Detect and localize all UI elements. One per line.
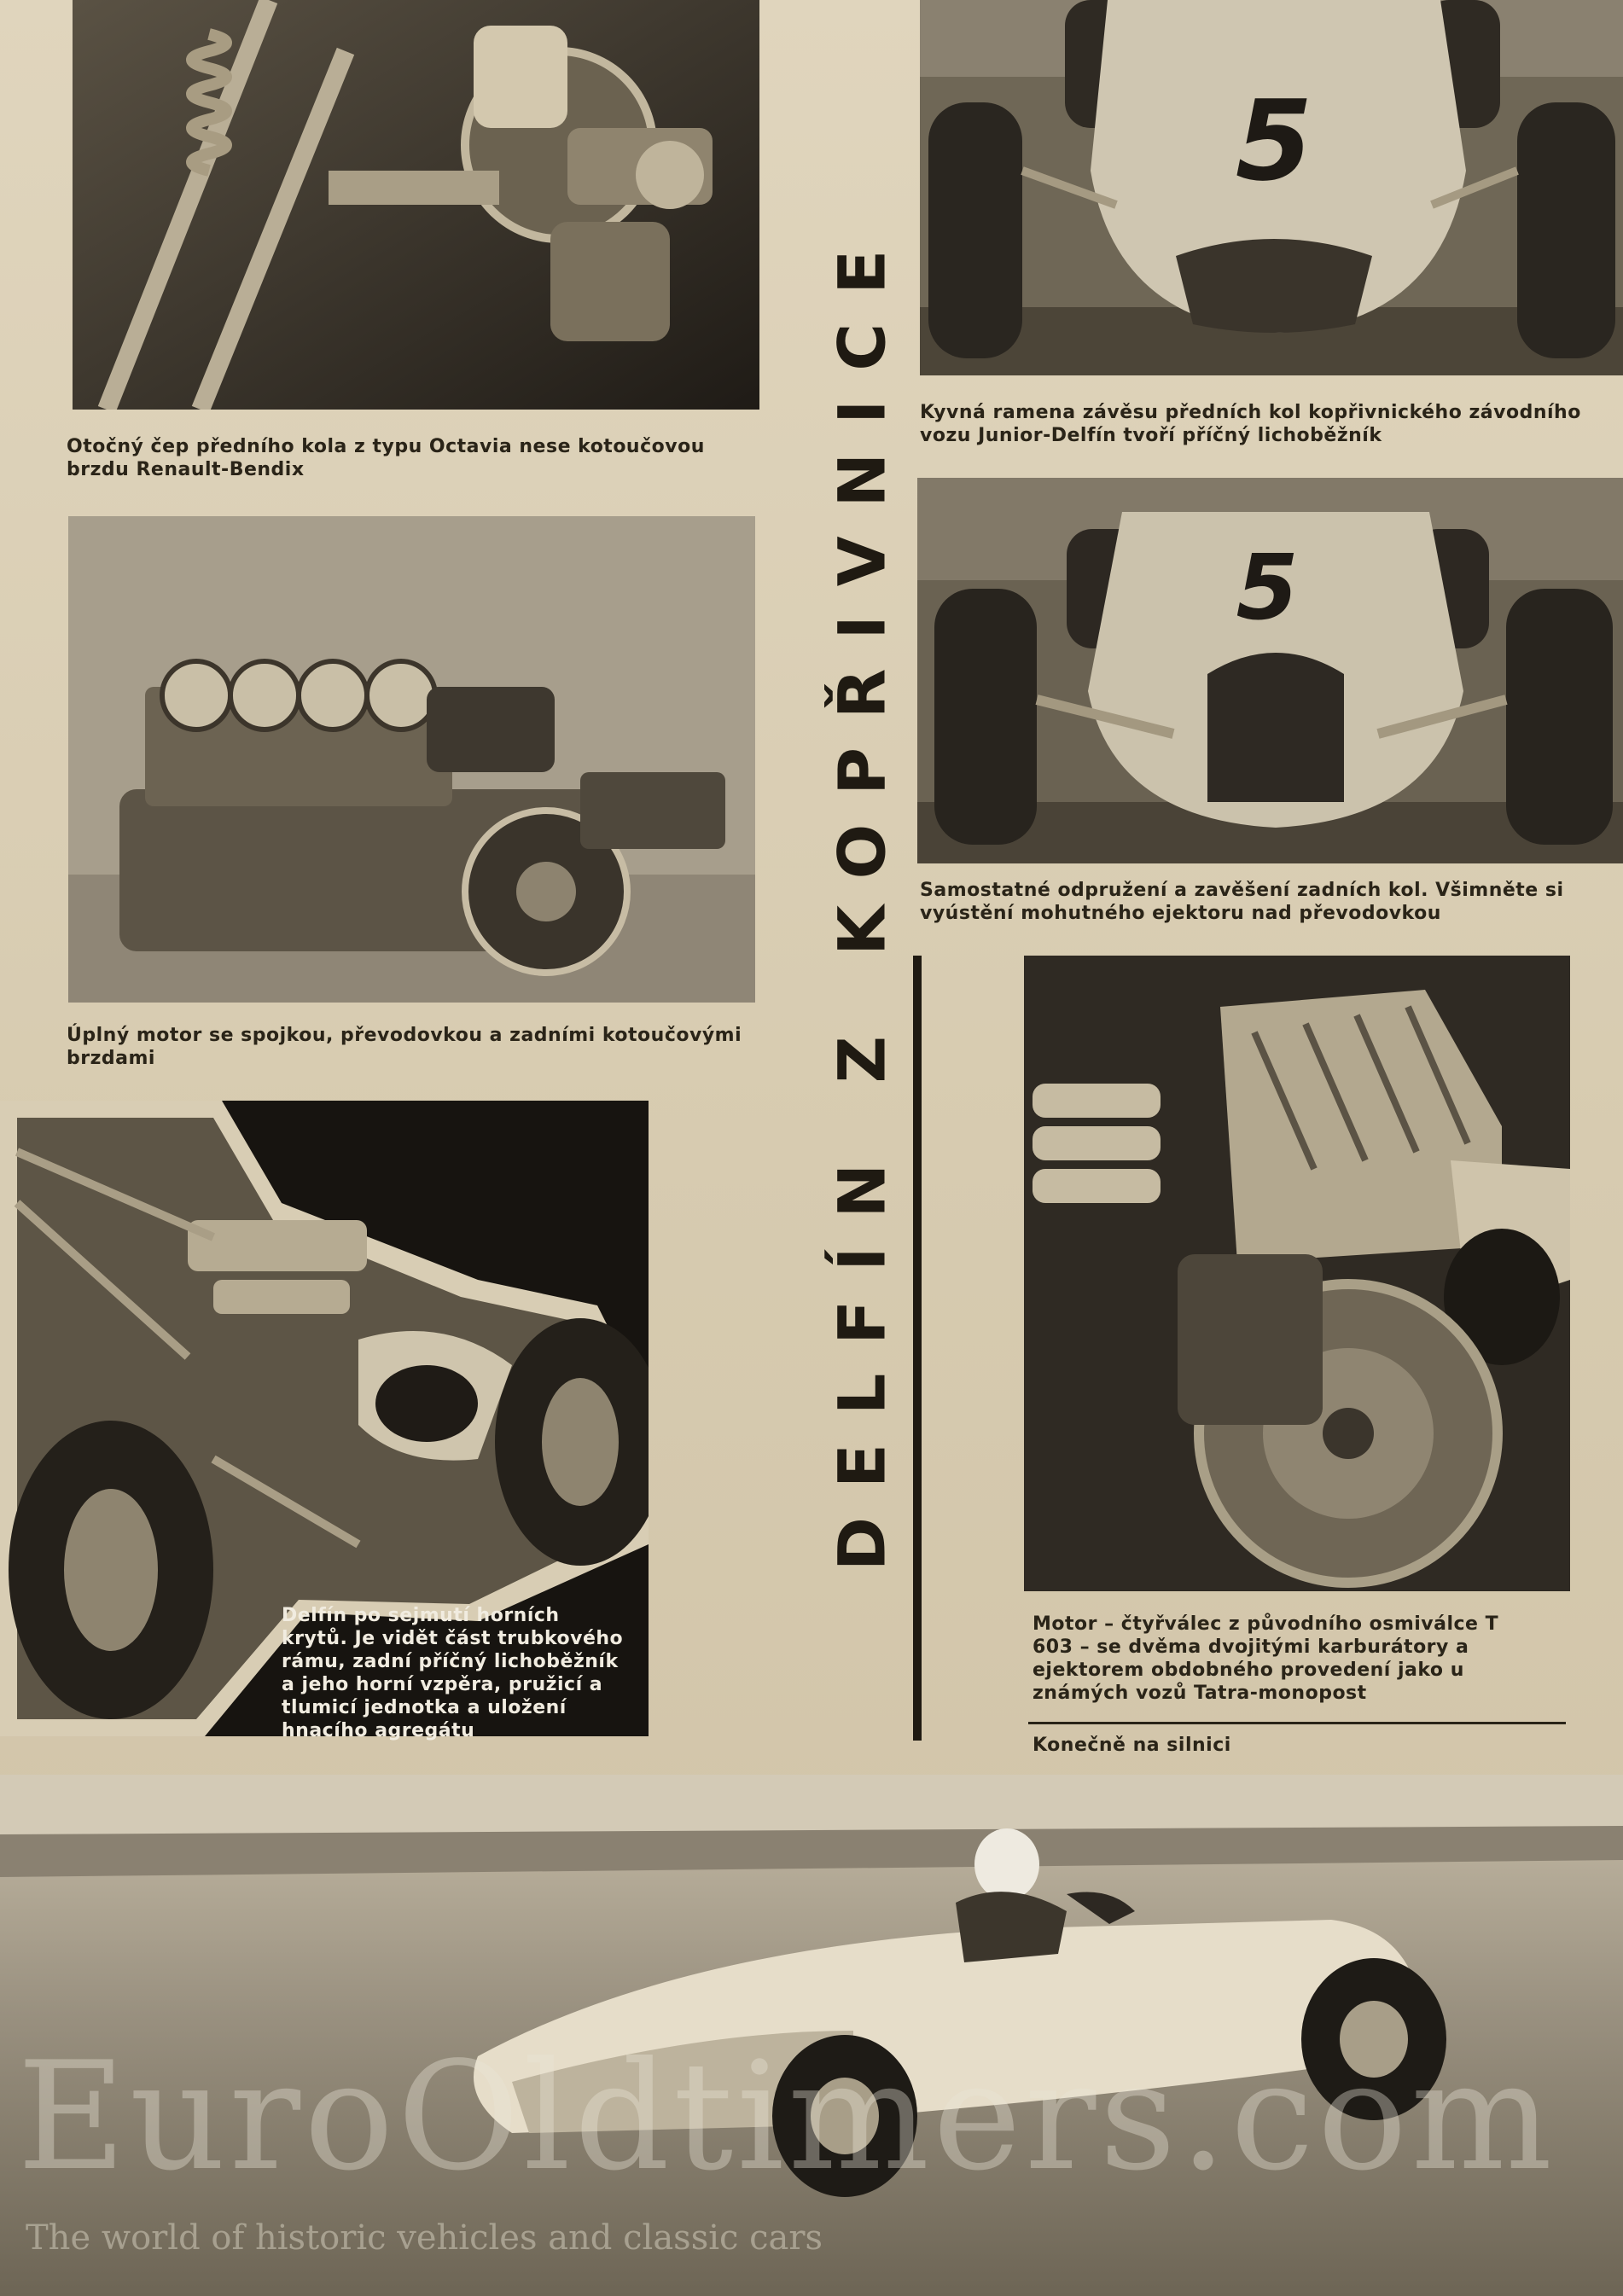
- race-number-front: 5: [1235, 76, 1313, 206]
- watermark-logo: EuroOldtimers.com: [17, 2031, 1556, 2204]
- caption-rear-suspension: Samostatné odpružení a zavěšení zadních kol. Všimněte si vyústění mohutného ejektoru nad převodovkou: [920, 880, 1564, 924]
- photo-rear-suspension: [917, 478, 1623, 863]
- headline-text: DELFÍN Z KOPŘIVNICE: [823, 220, 900, 1572]
- photo-front-suspension: [920, 0, 1623, 375]
- watermark-tagline: The world of historic vehicles and classic cars: [26, 2218, 823, 2258]
- caption-engine-t603: Motor – čtyřválec z původního osmiválce T 603 – se dvěma dvojitými karburátory a ejektorem obdobného provedení jako u známých vozů Tatra-monopost: [1033, 1613, 1499, 1704]
- photo-front-hub: [73, 0, 759, 410]
- headline-rule: [913, 956, 922, 1741]
- caption-car-uncovered: Delfín po sejmutí horních krytů. Je vidět část trubkového rámu, zadní příčný lichoběžník a jeho horní vzpěra, pružicí a tlumicí jednotka a uložení hnacího agregátu: [282, 1605, 624, 1741]
- headline-vertical: [815, 85, 909, 1706]
- caption-divider: [1028, 1722, 1566, 1724]
- caption-front-suspension: Kyvná ramena závěsu předních kol kopřivnického závodního vozu Junior-Delfín tvoří příčný lichoběžník: [920, 402, 1581, 446]
- photo-engine-t603: [1024, 956, 1570, 1591]
- race-number-rear: 5: [1236, 536, 1299, 640]
- caption-engine-complete: Úplný motor se spojkou, převodovkou a zadními kotoučovými brzdami: [67, 1025, 742, 1069]
- photo-engine-complete: [68, 516, 755, 1003]
- caption-on-road: Konečně na silnici: [1033, 1735, 1231, 1756]
- caption-front-hub: Otočný čep předního kola z typu Octavia nese kotoučovou brzdu Renault-Bendix: [67, 436, 705, 480]
